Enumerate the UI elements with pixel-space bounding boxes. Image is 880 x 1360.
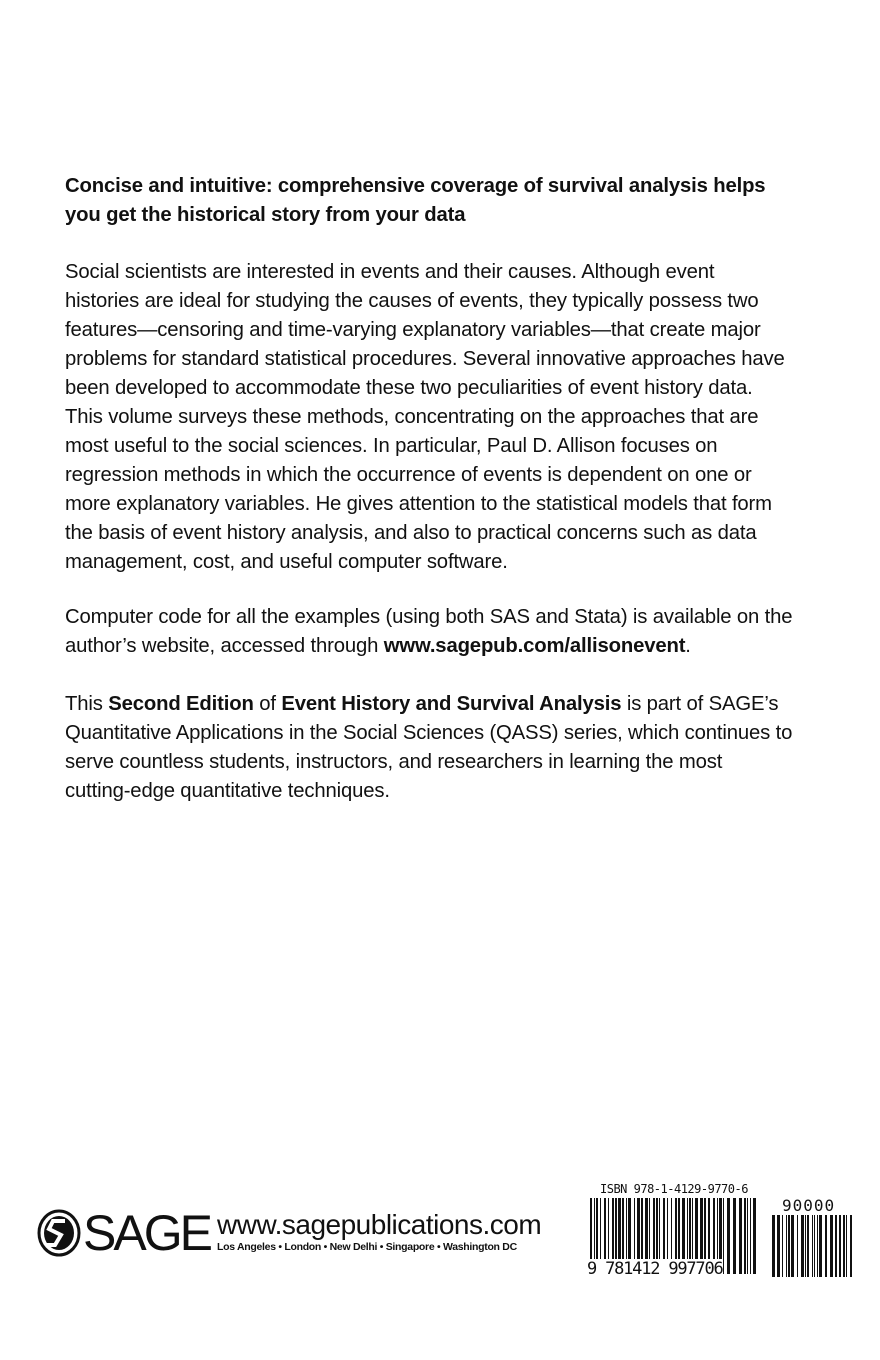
barcode-bar: [817, 1215, 818, 1277]
barcode-bar: [812, 1215, 813, 1277]
barcode-bar: [727, 1198, 730, 1274]
text-line: been developed to accommodate these two peculiarities of event history data.: [65, 377, 753, 399]
text-line: Social scientists are interested in events and their causes. Although event: [65, 261, 715, 283]
ean-digits: 9 781412 997706: [587, 1259, 723, 1279]
text-line: features—censoring and time-varying explanatory variables—that create major: [65, 319, 761, 341]
barcode-bar: [747, 1198, 748, 1274]
publisher-url[interactable]: www.sagepublications.com: [217, 1209, 542, 1240]
text: .: [685, 635, 691, 657]
text-line: the basis of event history analysis, and also to practical concerns such as data: [65, 522, 757, 544]
barcode-bar: [805, 1215, 806, 1277]
barcode-bar: [846, 1215, 847, 1277]
text-line: This volume surveys these methods, concentrating on the approaches that are: [65, 406, 759, 428]
barcode-bar: [744, 1198, 746, 1274]
barcode-bar: [801, 1215, 804, 1277]
headline-line: Concise and intuitive: comprehensive coverage of survival analysis helps: [65, 175, 766, 197]
barcode-bar: [777, 1215, 780, 1277]
text-line: [65, 690, 845, 719]
barcode-bar: [733, 1198, 736, 1274]
barcode-bar: [788, 1215, 790, 1277]
description-paragraph: [65, 258, 845, 577]
barcode-bar: [723, 1198, 724, 1274]
barcode-bar: [797, 1215, 798, 1277]
text-line: management, cost, and useful computer software.: [65, 551, 508, 573]
text-line: [65, 632, 845, 661]
text-line: Quantitative Applications in the Social Sciences (QASS) series, which continues to: [65, 722, 793, 744]
text-line: Computer code for all the examples (using both SAS and Stata) is available on the: [65, 606, 793, 628]
text-line: serve countless students, instructors, and researchers in learning the most: [65, 751, 723, 773]
text: author’s website, accessed through: [65, 635, 384, 657]
text: of: [253, 693, 282, 715]
publisher-info: [217, 1210, 541, 1253]
barcode-bar: [839, 1215, 841, 1277]
addon-barcode: [772, 1215, 854, 1277]
barcode-bar: [739, 1198, 742, 1274]
text-line: regression methods in which the occurrence of events is dependent on one or: [65, 464, 752, 486]
addon-digits: 90000: [782, 1196, 836, 1215]
text-line: cutting-edge quantitative techniques.: [65, 780, 390, 802]
barcode-bar: [807, 1215, 809, 1277]
code-paragraph: [65, 603, 845, 661]
logo-text: SAGE: [83, 1205, 210, 1261]
headline-line: you get the historical story from your data: [65, 204, 466, 226]
series-paragraph: [65, 690, 845, 806]
text: is part of SAGE’s: [621, 693, 779, 715]
text-line: problems for standard statistical procedures. Several innovative approaches have: [65, 348, 785, 370]
barcode-bar: [819, 1215, 822, 1277]
text-line: most useful to the social sciences. In particular, Paul D. Allison focuses on: [65, 435, 718, 457]
barcode-bar: [750, 1198, 751, 1274]
barcode-bar: [786, 1215, 787, 1277]
barcode-bar: [814, 1215, 815, 1277]
barcode-bar: [772, 1215, 775, 1277]
barcode-bar: [782, 1215, 783, 1277]
headline: [65, 172, 845, 230]
barcode-bar: [843, 1215, 845, 1277]
barcode-bar: [791, 1215, 794, 1277]
publisher-cities: Los Angeles • London • New Delhi • Singapore • Washington DC: [217, 1241, 517, 1253]
barcode-bar: [830, 1215, 833, 1277]
barcode-bar: [825, 1215, 827, 1277]
text-line: more explanatory variables. He gives attention to the statistical models that form: [65, 493, 772, 515]
book-title: Event History and Survival Analysis: [281, 693, 622, 715]
text-line: histories are ideal for studying the causes of events, they typically possess two: [65, 290, 759, 312]
sage-logo: [37, 1205, 210, 1261]
sage-s-icon: [37, 1209, 81, 1257]
text: This: [65, 693, 109, 715]
barcode-bar: [835, 1215, 837, 1277]
barcode-bar: [753, 1198, 756, 1274]
barcode-bar: [850, 1215, 852, 1277]
isbn-label: ISBN 978-1-4129-9770-6: [600, 1182, 748, 1196]
website-link[interactable]: www.sagepub.com/allisonevent: [383, 635, 686, 657]
edition: Second Edition: [108, 693, 254, 715]
